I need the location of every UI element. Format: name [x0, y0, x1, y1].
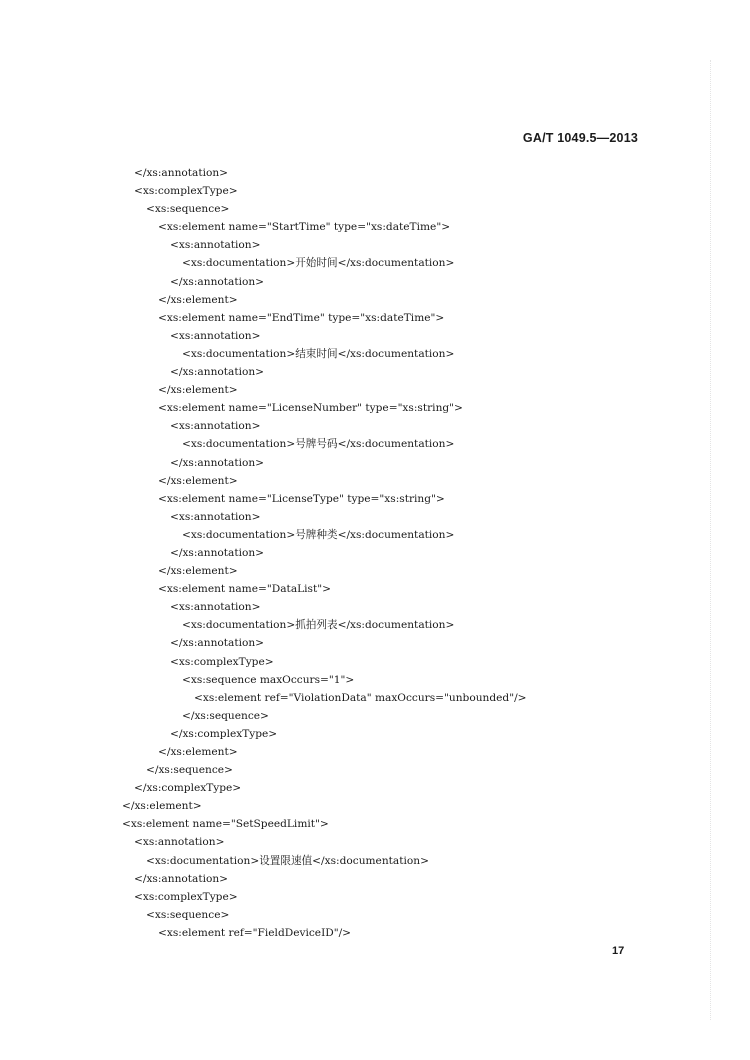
- code-line: </xs:element>: [158, 293, 238, 306]
- code-line: </xs:annotation>: [170, 546, 265, 559]
- code-line: <xs:documentation>抓拍列表</xs:documentation>: [182, 619, 455, 632]
- code-line: </xs:annotation>: [170, 366, 265, 379]
- code-line: <xs:element name="LicenseType" type="xs:string">: [158, 492, 445, 505]
- standard-code-header: GA/T 1049.5—2013: [522, 131, 638, 145]
- code-line: <xs:element name="DataList">: [158, 583, 331, 596]
- code-line: <xs:documentation>号牌号码</xs:documentation>: [182, 438, 455, 451]
- code-line: <xs:documentation>设置限速值</xs:documentation>: [146, 854, 429, 867]
- code-line: <xs:sequence>: [146, 908, 230, 921]
- code-line: </xs:element>: [158, 746, 238, 758]
- code-line: <xs:annotation>: [170, 329, 261, 342]
- code-line: <xs:annotation>: [170, 420, 261, 433]
- code-line: </xs:complexType>: [134, 782, 242, 795]
- code-line: <xs:documentation>号牌种类</xs:documentation>: [182, 528, 455, 541]
- code-line: <xs:element name="EndTime" type="xs:dateTime">: [158, 311, 445, 324]
- code-line: <xs:element name="LicenseNumber" type="xs:string">: [158, 402, 463, 415]
- code-line: <xs:sequence>: [146, 203, 230, 216]
- code-line: </xs:complexType>: [170, 727, 278, 740]
- code-line: <xs:complexType>: [134, 185, 238, 198]
- scan-margin-line: [710, 60, 712, 1020]
- code-line: </xs:annotation>: [134, 872, 229, 885]
- code-line: </xs:annotation>: [170, 275, 265, 288]
- code-line: <xs:documentation>结束时间</xs:documentation>: [182, 347, 455, 360]
- code-line: </xs:element>: [158, 384, 238, 397]
- code-line: </xs:annotation>: [134, 167, 229, 179]
- xml-schema-code-block: [122, 164, 527, 942]
- code-line: <xs:sequence maxOccurs="1">: [182, 673, 355, 686]
- code-line: </xs:element>: [122, 800, 202, 813]
- code-line: <xs:complexType>: [134, 890, 238, 903]
- code-line: <xs:complexType>: [170, 655, 274, 668]
- code-line: <xs:element ref="FieldDeviceID"/>: [158, 926, 352, 939]
- code-line: </xs:element>: [158, 565, 238, 578]
- code-line: <xs:element name="StartTime" type="xs:dateTime">: [158, 221, 451, 234]
- code-line: <xs:annotation>: [134, 836, 225, 849]
- code-line: </xs:annotation>: [170, 456, 265, 469]
- code-line: </xs:element>: [158, 474, 238, 487]
- code-line: </xs:annotation>: [170, 637, 265, 650]
- code-line: <xs:annotation>: [170, 239, 261, 252]
- code-line: <xs:documentation>开始时间</xs:documentation>: [182, 257, 455, 270]
- code-line: <xs:element ref="ViolationData" maxOccurs="unbounded"/>: [194, 691, 527, 704]
- code-line: <xs:annotation>: [170, 601, 261, 614]
- code-line: </xs:sequence>: [182, 709, 269, 722]
- code-line: <xs:element name="SetSpeedLimit">: [122, 818, 329, 831]
- code-line: <xs:annotation>: [170, 510, 261, 523]
- page-number: 17: [612, 945, 625, 957]
- code-line: </xs:sequence>: [146, 764, 233, 777]
